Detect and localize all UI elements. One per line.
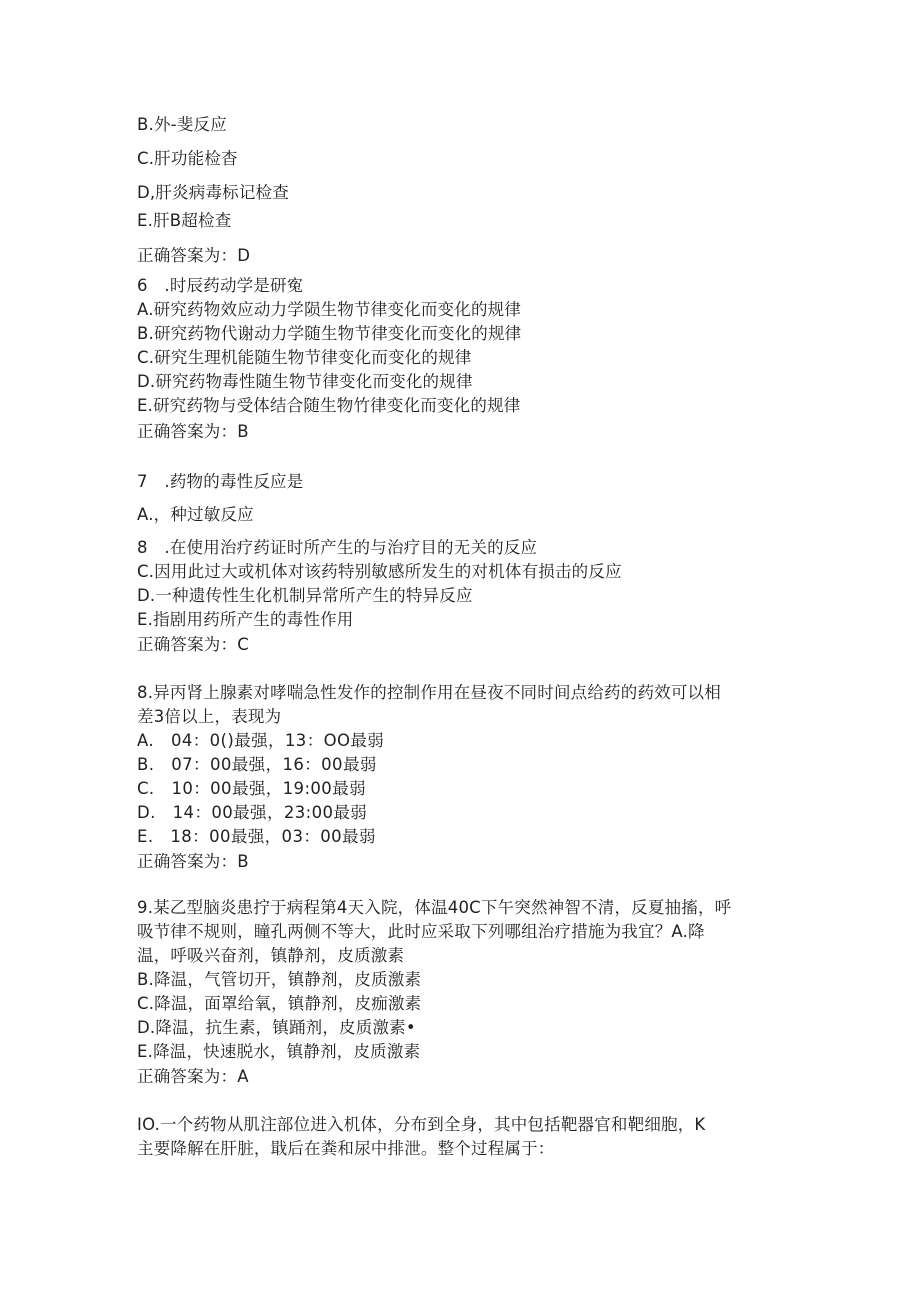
q6-stem: 6 .时辰药动学是研寃 [137,276,304,295]
q6-option-c: C.研究生理机能随生物节律变化而变化的规律 [137,348,472,367]
q5-option-b: B.外-斐反应 [137,115,227,134]
q8b-stem-line-2: 差3倍以上，表现为 [137,707,282,726]
q6-option-a: A.研究药物效应动力学陨生物节律变化而变化的规律 [137,300,522,319]
q5-option-e: E.肝B超检查 [137,211,232,230]
q5-option-c: C.肝功能检杳 [137,149,238,168]
q9-option-d: D.降温，抗生素，镇踊剂，皮质激素• [137,1018,416,1037]
q6-option-d: D.研究药物毒性随生物节律变化而变化的规律 [137,372,473,391]
q9-option-e: E.降温，快速脱水，镇静剂，皮质激素 [137,1042,421,1061]
q9-stem-line-2: 吸节律不规则，瞳孔两侧不等大，此时应采取下列哪组治疗措施为我宜？A.降 [137,922,705,941]
q8a-option-c: C.因用此过大或机体对该药特别敏感所发生的对机体有损击的反应 [137,562,622,581]
q8a-answer: 正确答案为：C [137,635,249,654]
q10-stem-line-2: 主要降解在肝脏，戢后在粪和尿中排泄。整个过程属于： [137,1139,555,1158]
q8b-stem-line-1: 8.异丙肾上腺素对哮喘急性发作的控制作用在昼夜不同时间点给药的药效可以相 [137,683,721,702]
q6-option-e: E.研究药物与受体结合随生物竹律变化而变化的规律 [137,396,521,415]
q9-stem-line-3: 温，呼吸兴奋剂，镇静剂，皮质激素 [137,946,405,965]
q8b-option-a: A. 04：0()最强，13：OO最弱 [137,731,385,750]
q8b-option-c: C. 10：00最强，19:00最弱 [137,779,367,798]
q8a-option-e: E.指剧用药所产生的毒性作用 [137,610,354,629]
q8b-option-d: D. 14：00最强，23:00最弱 [137,803,368,822]
q6-option-b: B.研究药物代谢动力学随生物节律变化而变化的规律 [137,324,522,343]
q10-stem-line-1: IO.一个药物从肌注部位进入机体，分布到全身，其中包括靶器官和靶细胞，K [137,1115,706,1134]
q9-option-b: B.降温，气管切开，镇静剂，皮质激素 [137,970,422,989]
q8a-stem: 8 .在使用治疗药证时所产生的与治疗目的无关的反应 [137,538,538,557]
q7-option-a: A.，种过敏反应 [137,505,254,524]
q8a-option-d: D.一种遗传性生化机制异常所产生的特异反应 [137,586,473,605]
q8b-option-b: B. 07：00最强，16：00最弱 [137,755,377,774]
q9-answer: 正确答案为：A [137,1067,249,1086]
q9-stem-line-1: 9.某乙型脑炎患拧于病程第4天入院，体温40C下午突然神智不清，反夏抽搐，呼 [137,898,732,917]
q7-stem: 7 .药物的毒性反应是 [137,472,304,491]
q5-answer: 正确答案为：D [137,246,251,265]
q9-option-c: C.降温，面罩给氧，镇静剂，皮痂激素 [137,994,422,1013]
q5-option-d: D,肝炎病毒标记检查 [137,183,289,202]
q6-answer: 正确答案为：B [137,422,249,441]
q8b-answer: 正确答案为：B [137,852,249,871]
q8b-option-e: E. 18：00最强，03：00最弱 [137,827,376,846]
